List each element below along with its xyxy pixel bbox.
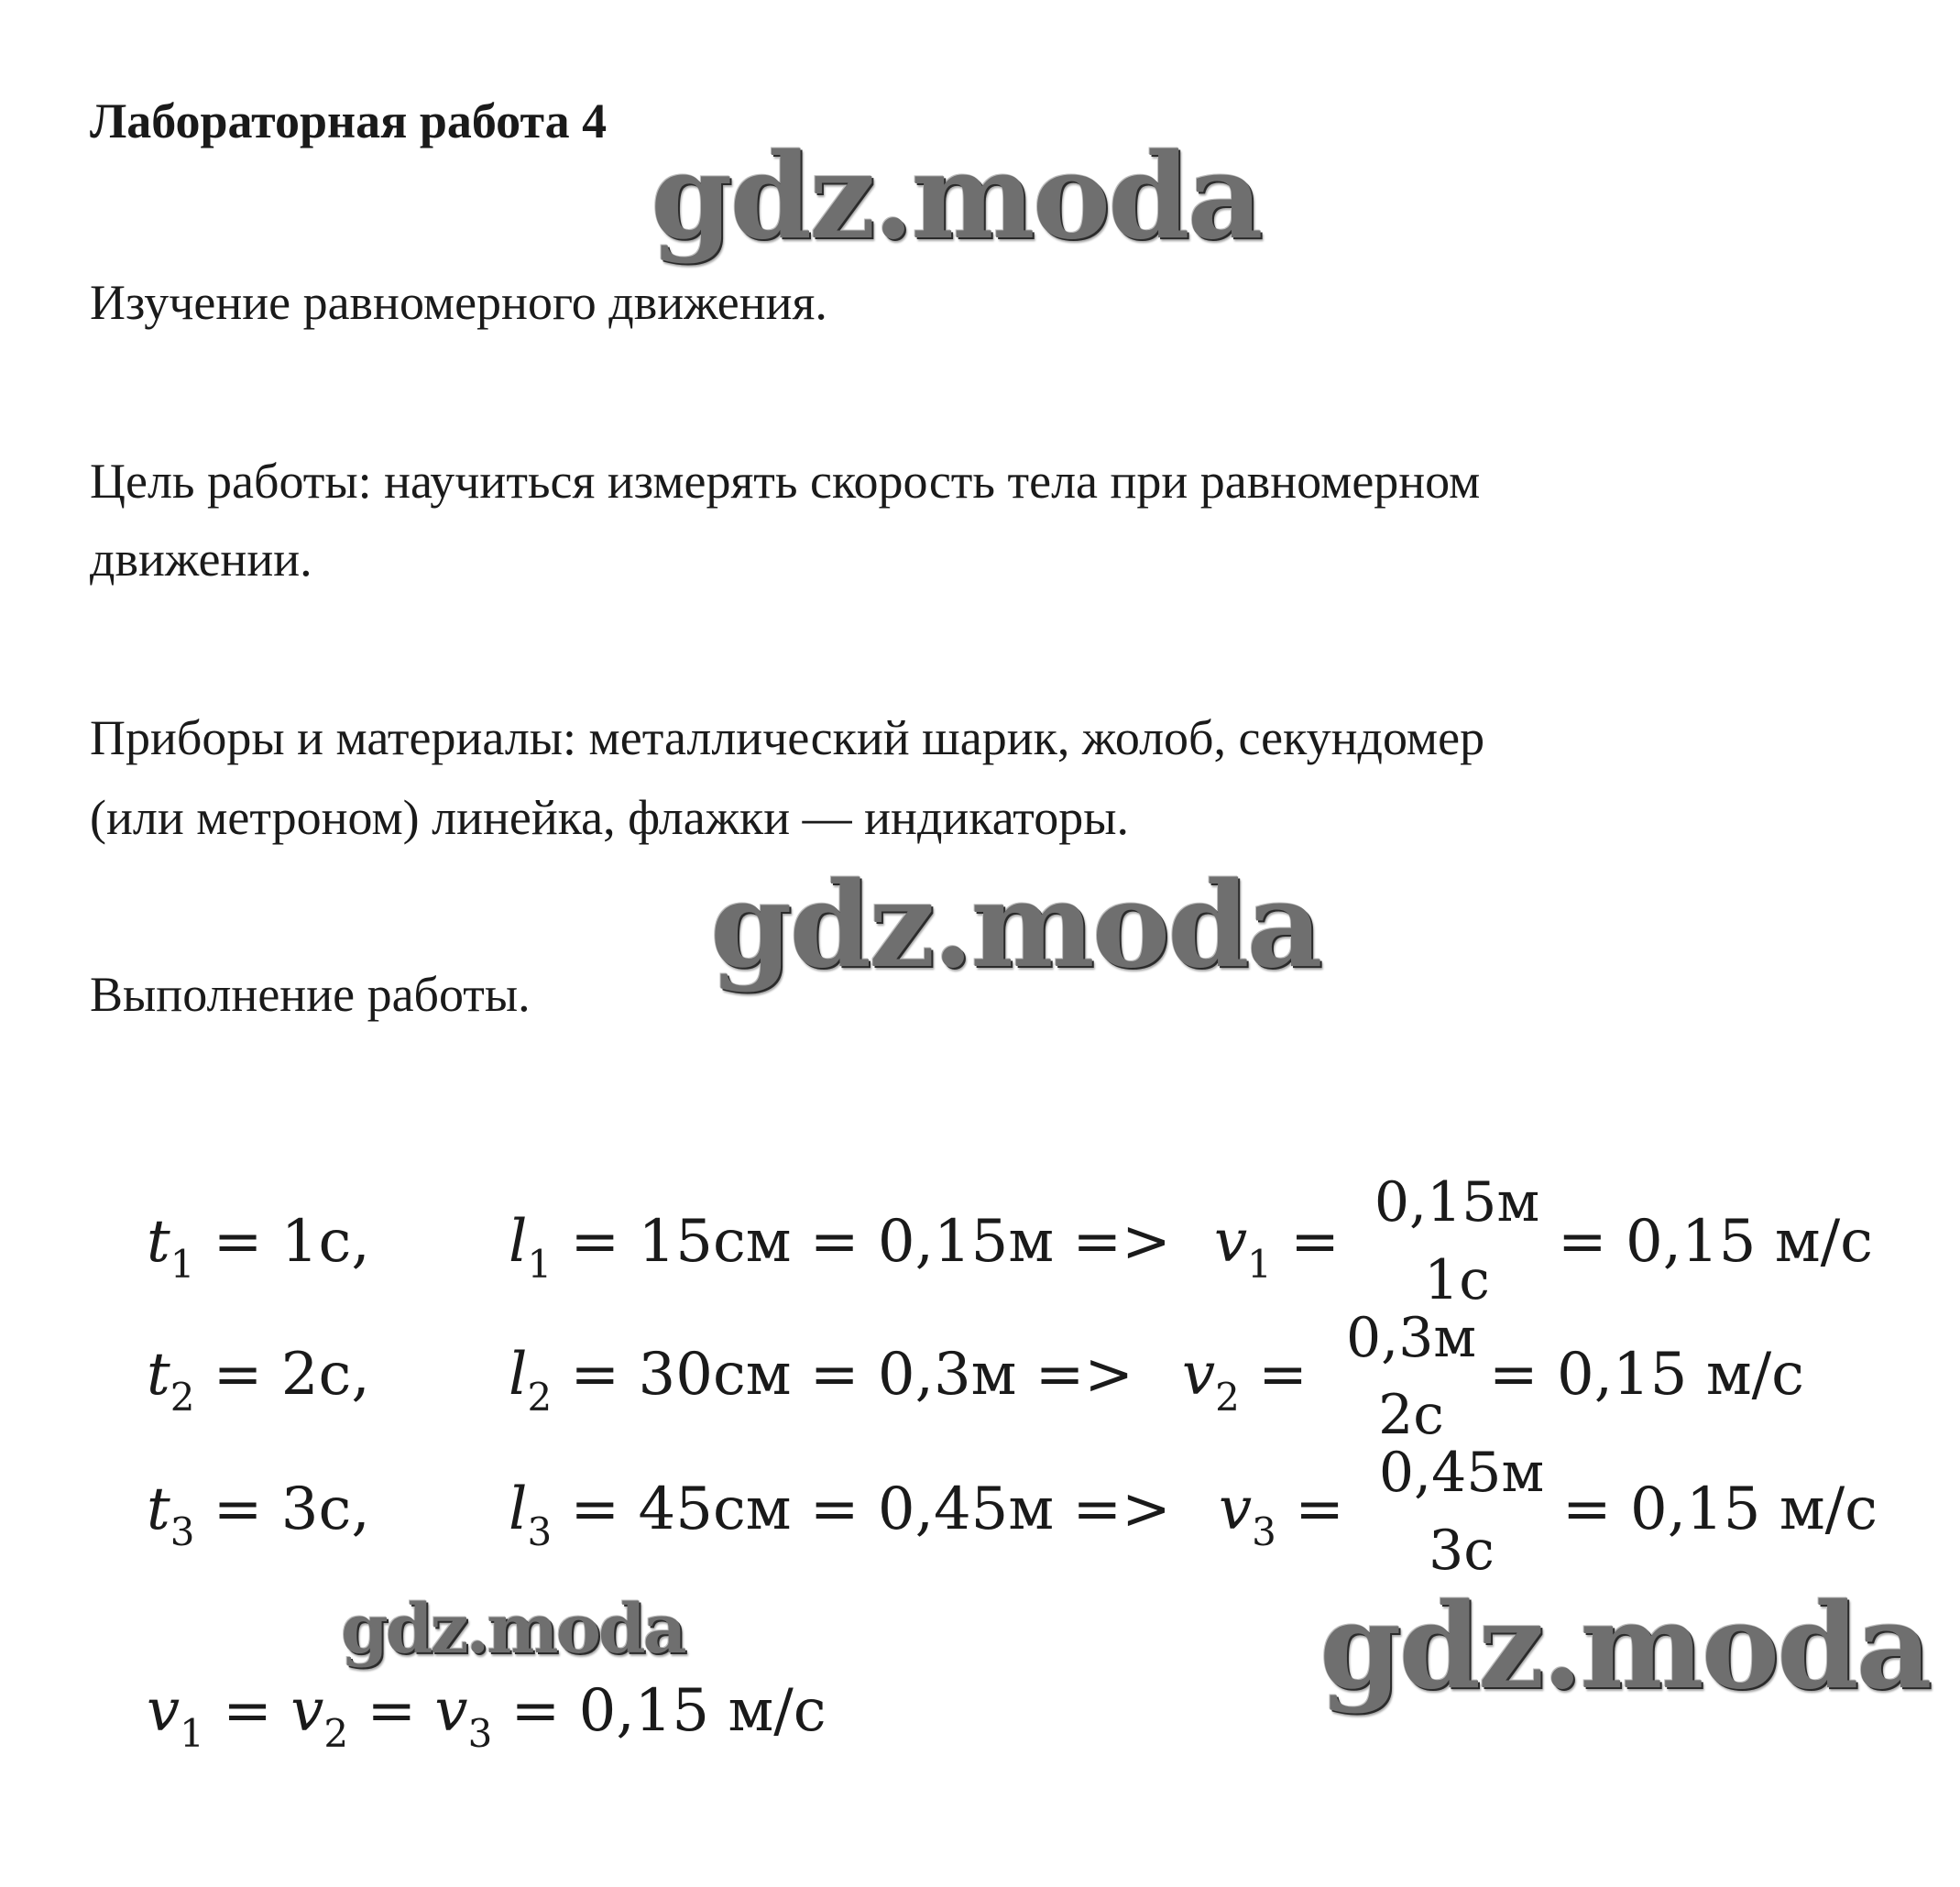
length-value: = 15см = 0,15м => <box>552 1208 1171 1276</box>
formula-row-2-length <box>509 1341 1134 1420</box>
symbol-v: v <box>1182 1341 1216 1409</box>
subscript: 3 <box>527 1509 553 1554</box>
fraction-denominator: 1с <box>1424 1248 1490 1312</box>
equals-sign: = <box>1271 1208 1340 1276</box>
materials-text-line1: Приборы и материалы: металлический шарик, жолоб, секундомер <box>90 710 1485 765</box>
length-value: = 30см = 0,3м => <box>552 1341 1134 1409</box>
symbol-t: t <box>147 1476 170 1543</box>
symbol-v: v <box>290 1677 324 1745</box>
fraction-numerator: 0,15м <box>1374 1170 1540 1234</box>
topic-text: Изучение равномерного движения. <box>90 275 827 330</box>
symbol-v: v <box>434 1677 468 1745</box>
symbol-l: l <box>509 1476 528 1543</box>
formula-row-1-time <box>147 1208 370 1287</box>
fraction-denominator: 2с <box>1378 1383 1444 1447</box>
watermark-logo: gdz.moda <box>651 128 1261 266</box>
formula-row-2-time <box>147 1341 370 1420</box>
formula-row-3-time <box>147 1476 370 1554</box>
watermark-logo: gdz.moda <box>1319 1578 1930 1716</box>
symbol-l: l <box>509 1208 528 1276</box>
equals-sign: = <box>203 1677 291 1745</box>
conclusion-value: = 0,15 м/с <box>492 1677 827 1745</box>
symbol-v: v <box>147 1677 181 1745</box>
subscript: 1 <box>1247 1242 1272 1287</box>
watermark-logo: gdz.moda <box>710 857 1320 994</box>
time-value: = 2с, <box>194 1341 370 1409</box>
subscript: 3 <box>1252 1509 1276 1554</box>
subscript: 3 <box>467 1711 493 1756</box>
materials-text-line2: (или метроном) линейка, флажки — индикаторы. <box>90 790 1129 845</box>
time-value: = 1с, <box>194 1208 370 1276</box>
equals-sign: = <box>1239 1341 1308 1409</box>
formula-row-2-result: = 0,15 м/с <box>1489 1341 1804 1409</box>
symbol-v: v <box>1214 1208 1248 1276</box>
symbol-t: t <box>147 1208 170 1276</box>
subscript: 1 <box>527 1242 553 1287</box>
length-value: = 45см = 0,45м => <box>552 1476 1171 1543</box>
fraction-numerator: 0,45м <box>1378 1441 1545 1505</box>
formula-row-1-length <box>509 1208 1171 1287</box>
symbol-t: t <box>147 1341 170 1409</box>
subscript: 1 <box>180 1711 204 1756</box>
goal-text-line1: Цель работы: научиться измерять скорость тела при равномерном <box>90 454 1481 509</box>
formula-row-3-result: = 0,15 м/с <box>1562 1476 1878 1543</box>
equals-sign: = <box>1276 1476 1344 1543</box>
time-value: = 3с, <box>194 1476 370 1543</box>
subscript: 2 <box>527 1375 553 1420</box>
fraction-numerator: 0,3м <box>1345 1306 1477 1370</box>
formula-row-2-velocity <box>1182 1341 1308 1420</box>
subscript: 2 <box>1215 1375 1240 1420</box>
subscript: 1 <box>170 1242 195 1287</box>
formula-row-1-result: = 0,15 м/с <box>1558 1208 1873 1276</box>
page-title: Лабораторная работа 4 <box>90 93 608 148</box>
symbol-v: v <box>1219 1476 1253 1543</box>
watermark-logo: gdz.moda <box>341 1590 684 1669</box>
conclusion-formula <box>147 1677 827 1756</box>
subscript: 2 <box>323 1711 349 1756</box>
goal-text-line2: движении. <box>90 532 312 587</box>
formula-row-3-velocity <box>1219 1476 1344 1554</box>
execution-heading: Выполнение работы. <box>90 967 531 1022</box>
subscript: 3 <box>170 1509 195 1554</box>
formula-row-3-length <box>509 1476 1171 1554</box>
symbol-l: l <box>509 1341 528 1409</box>
subscript: 2 <box>170 1375 195 1420</box>
fraction-denominator: 3с <box>1429 1519 1495 1583</box>
formula-row-1-velocity <box>1214 1208 1340 1287</box>
equals-sign: = <box>348 1677 435 1745</box>
